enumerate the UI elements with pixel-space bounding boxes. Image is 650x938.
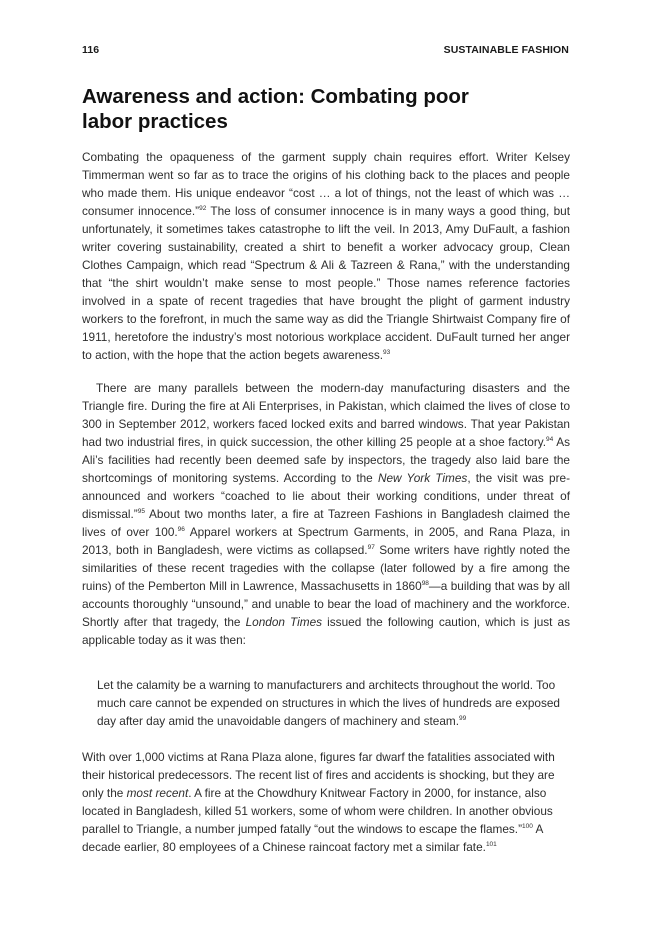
footnote-ref: 93 xyxy=(383,349,391,356)
paragraph-text: . A fire at the Chowdhury Knitwear Factory in 2000, for instance, also located in Bangladesh, killed 51 workers, some of whom were children. In another obvious parallel to Triangle, a number jumped fatally “out the windows to escape the flames.” xyxy=(82,786,553,836)
footnote-ref: 101 xyxy=(485,841,497,848)
emphasis-text: most recent xyxy=(126,786,189,800)
publication-title: London Times xyxy=(245,615,323,629)
footnote-ref: 96 xyxy=(177,526,185,533)
page-number: 116 xyxy=(82,44,100,56)
block-quote xyxy=(97,676,570,730)
running-title: SUSTAINABLE FASHION xyxy=(443,44,569,56)
quote-text: Let the calamity be a warning to manufacturers and architects throughout the world. Too much care cannot be expended on structures in which the lives of hundreds are exposed day after day amid the unavoidable dangers of machinery and steam. xyxy=(97,678,560,728)
paragraph-3 xyxy=(82,748,570,856)
paragraph-text: Some writers have rightly noted the similarities of these recent tragedies with the collapse (later followed by a fire among the ruins) of the Pemberton Mill in Lawrence, Massachusetts in 1860 xyxy=(82,543,571,593)
paragraph-text: With over 1,000 victims at Rana Plaza alone, figures far dwarf the fatalities associated with their historical predecessors. The recent list of fires and accidents is shocking, but they are only the xyxy=(82,750,555,800)
paragraph-text: About two months later, a fire at Tazreen Fashions in Bangladesh claimed the lives of over 100. xyxy=(82,507,570,539)
paragraph-text: issued the following caution, which is just as applicable today as it was then: xyxy=(82,615,570,647)
paragraph-text: The loss of consumer innocence is in many ways a good thing, but unfortunately, it sometimes takes catastrophe to lift the veil. In 2013, Amy DuFault, a fashion writer covering sustainability, created a shirt to benefit a worker advocacy group, Clean Clothes Campaign, which read “Spectrum & Ali & Tazreen & Rana,” with the understanding that “the shirt wouldn’t make sense to most people.” Those names reference factories involved in a spate of recent tragedies that have brought the plight of garment industry workers to the forefront, in much the same way as did the Triangle Shirtwaist Company fire of 1911, heretofore the industry’s most notorious workplace accident. DuFault turned her anger to action, with the hope that the action begets awareness. xyxy=(82,204,571,362)
footnote-ref: 99 xyxy=(459,715,467,722)
paragraph-text: —a building that was by all accounts thoroughly “unsound,” and unable to bear the load of machinery and the workforce. Shortly after that tragedy, the xyxy=(82,579,570,629)
publication-title: New York Times xyxy=(377,471,468,485)
paragraph-text: As Ali’s facilities had recently been deemed safe by inspectors, the tragedy also laid bare the shortcomings of monitoring systems. According to the xyxy=(82,435,570,485)
paragraph-1 xyxy=(82,148,570,364)
paragraph-text: A decade earlier, 80 employees of a Chinese raincoat factory met a similar fate. xyxy=(82,822,543,854)
heading-line-1: Awareness and action: Combating poor xyxy=(82,85,469,108)
paragraph-text: , the visit was pre-announced and workers “coached to lie about their working conditions, under threat of dismissal.” xyxy=(82,471,570,521)
footnote-ref: 98 xyxy=(421,580,429,587)
paragraph-text: Apparel workers at Spectrum Garments, in 2005, and Rana Plaza, in 2013, both in Bangladesh, were victims as collapsed. xyxy=(82,525,570,557)
paragraph-2 xyxy=(82,379,570,649)
footnote-ref: 92 xyxy=(199,205,207,212)
footnote-ref: 94 xyxy=(546,436,554,443)
running-header xyxy=(82,42,569,58)
paragraph-text: Combating the opaqueness of the garment supply chain requires effort. Writer Kelsey Timmerman went so far as to trace the origins of his clothing back to the places and people who made them. His unique endeavor “cost … a lot of things, not the least of which was … consumer innocence.” xyxy=(82,150,570,218)
footnote-ref: 95 xyxy=(137,508,145,515)
section-heading xyxy=(82,84,562,134)
heading-line-2: labor practices xyxy=(82,110,228,133)
paragraph-text: There are many parallels between the modern-day manufacturing disasters and the Triangle fire. During the fire at Ali Enterprises, in Pakistan, which claimed the lives of close to 300 in September 2012, workers faced locked exits and barred windows. That year Pakistan had two industrial fires, in quick succession, the other killing 25 people at a shoe factory. xyxy=(82,381,570,449)
footnote-ref: 100 xyxy=(522,823,533,830)
footnote-ref: 97 xyxy=(367,544,375,551)
